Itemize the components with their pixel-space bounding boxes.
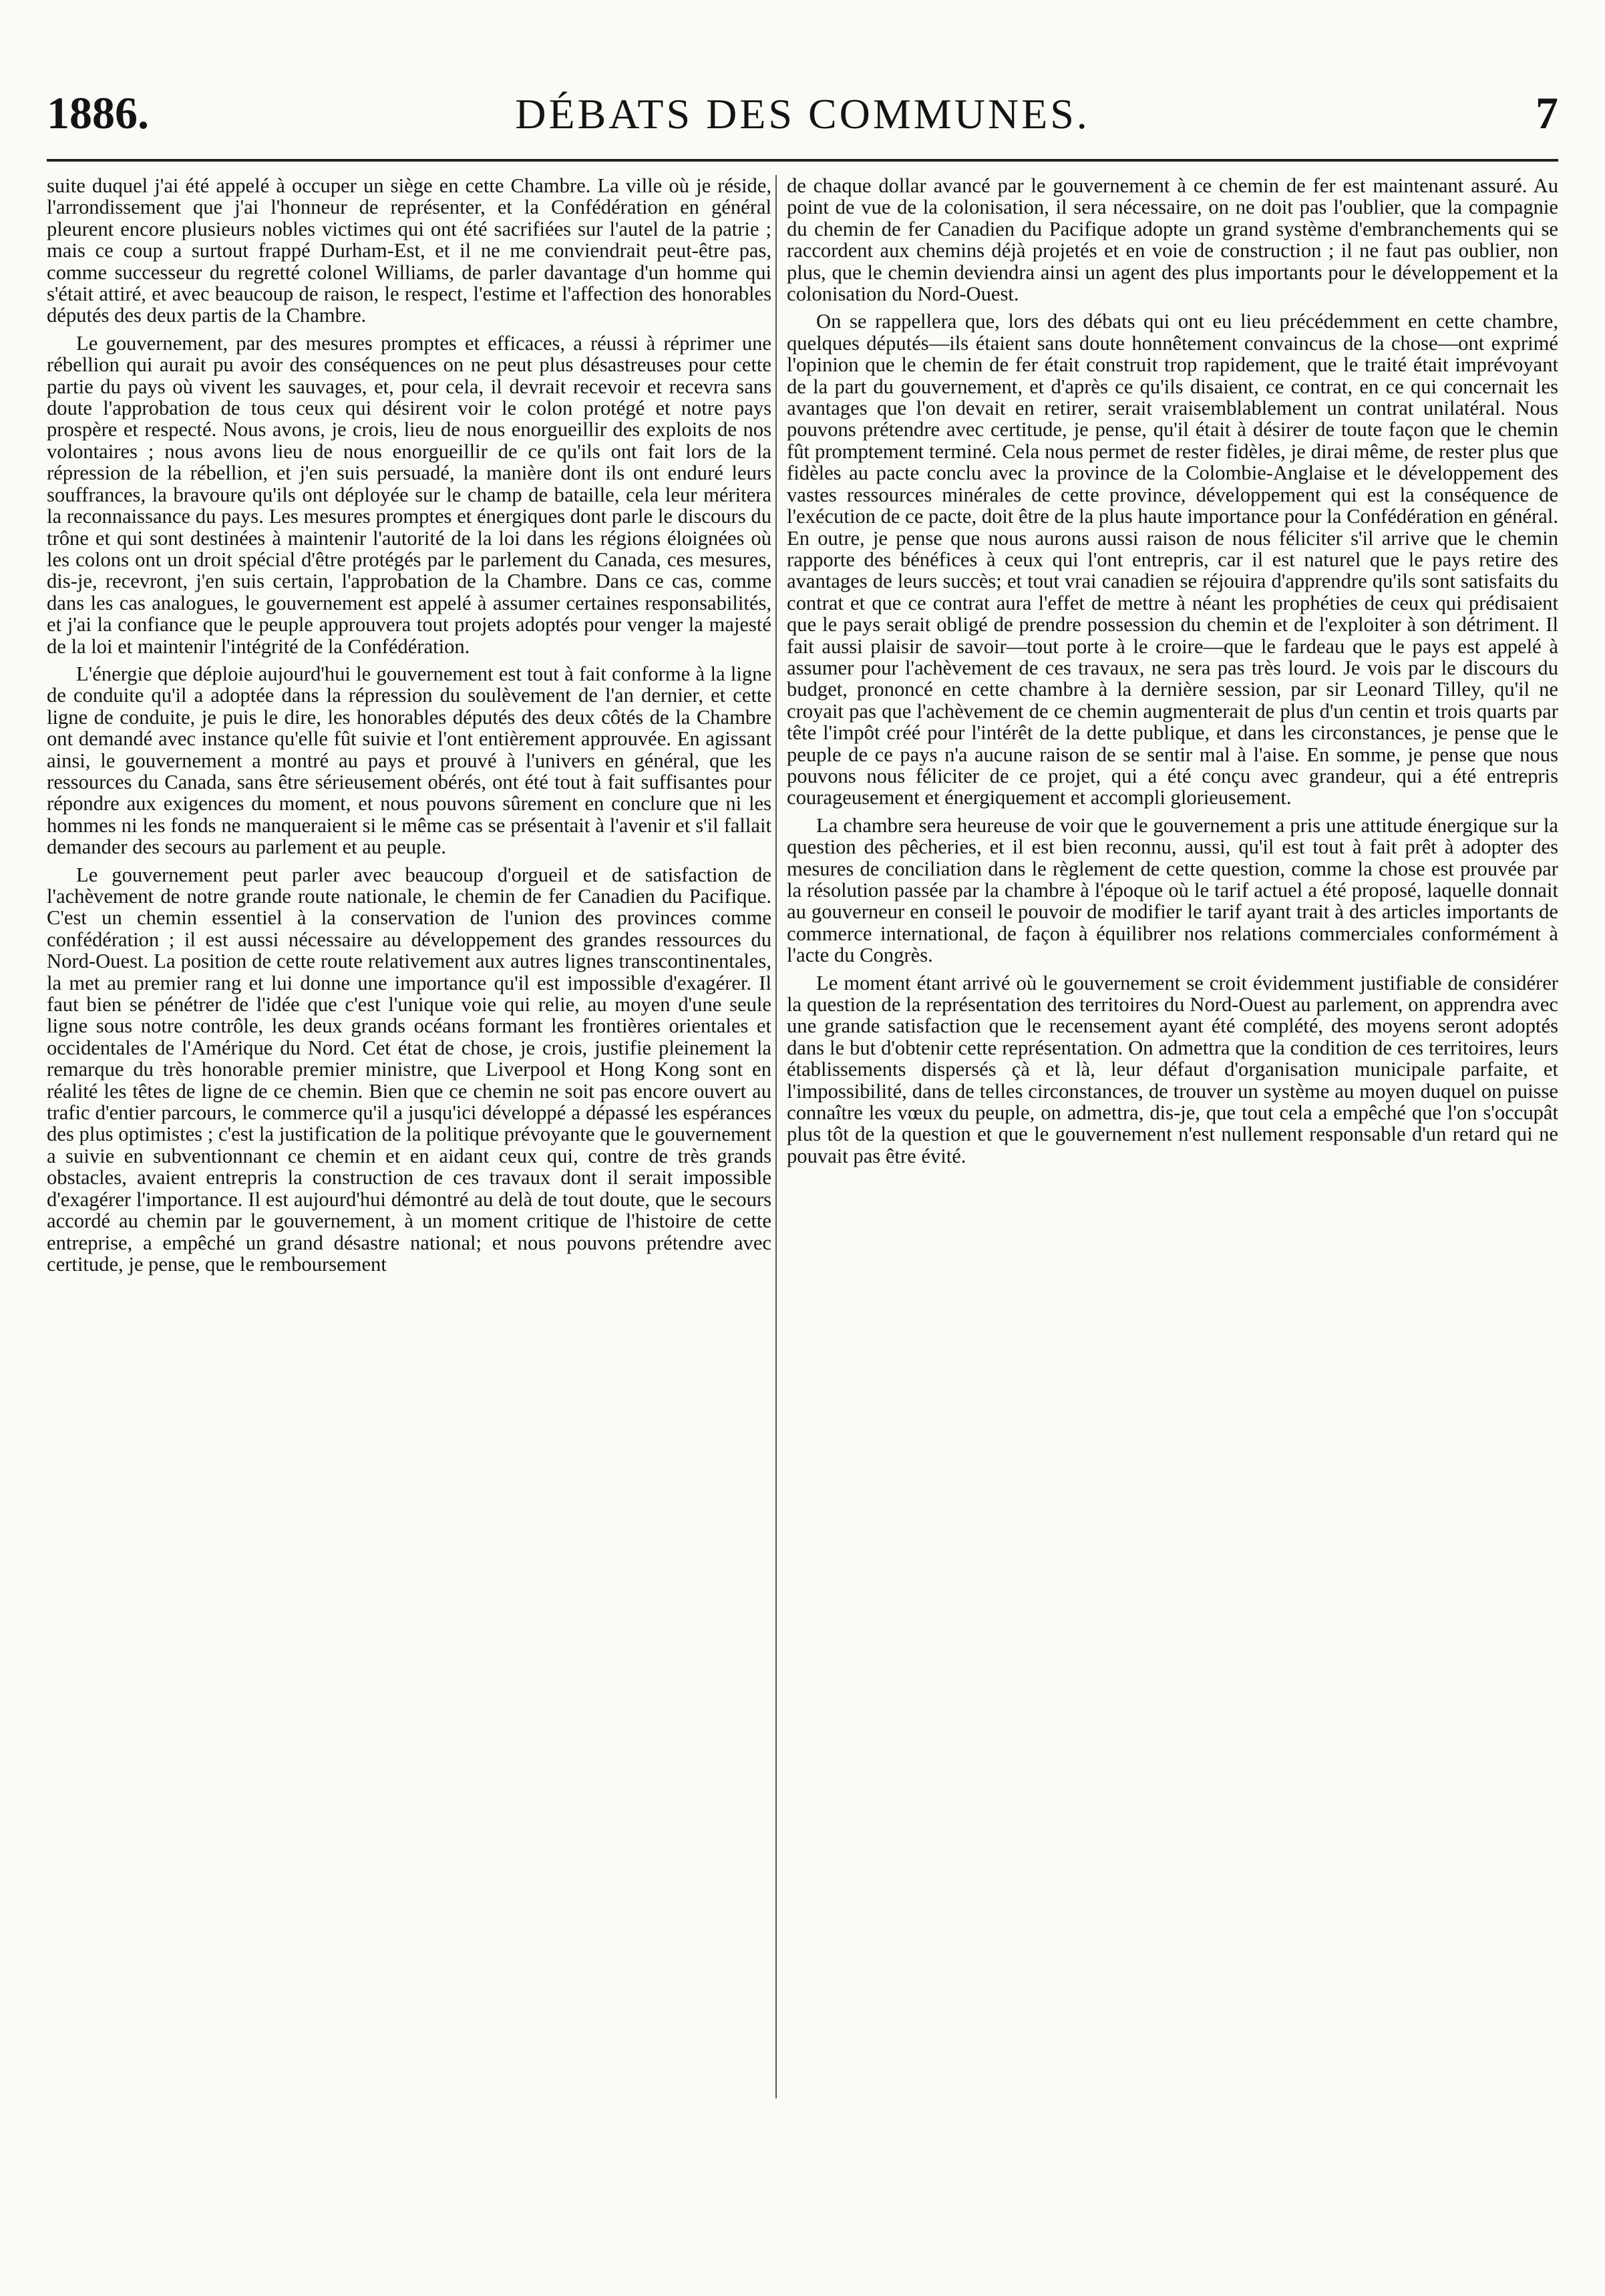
paragraph: Le moment étant arrivé où le gouvernement se croit évidemment justifiable de considérer la question de la représentation des territoires du Nord-Ouest au parlement, on apprendra avec une grande satisfaction que le recensement ayant été complété, des moyens seront adoptés dans le but d'obtenir cette représentation. On admettra que la condition de ces territoires, leurs établissements dispersés çà et là, leur défaut d'organisation municipale parfaite, et l'impossibilité, dans de telles circonstances, de trouver un système au moyen duquel on puisse connaître les vœux du peuple, on admettra, dis-je, que tout cela a empêché que l'on s'occupât plus tôt de la question et que le gouvernement n'est nullement responsable d'un retard qui ne pouvait pas être évité. (787, 971, 1558, 1167)
paragraph: Le gouvernement peut parler avec beaucoup d'orgueil et de satisfaction de l'achèvement de notre grande route nationale, le chemin de fer Canadien du Pacifique. C'est un chemin essentiel à la conservation de l'union des provinces comme confédération ; il est aussi nécessaire au développement des grandes ressources du Nord-Ouest. La position de cette route relativement aux autres lignes transcontinentales, la met au premier rang et lui donne une importance qu'il est impossible d'exagérer. Il faut bien se pénétrer de l'idée que c'est l'unique voie qui relie, au moyen d'une seule ligne sous notre contrôle, les deux grands océans formant les frontières orientales et occidentales de l'Amérique du Nord. Cet état de chose, je crois, justifie pleinement la remarque du très honorable premier ministre, que Liverpool et Hong Kong sont en réalité les têtes de ligne de ce chemin. Bien que ce chemin ne soit pas encore ouvert au trafic d'entier parcours, le commerce qu'il a jusqu'ici développé a dépassé les espérances des plus optimistes ; c'est la justification de la politique prévoyante que le gouvernement a suivie en subventionnant ce chemin et en aidant ceux qui, contre de très grands obstacles, avaient entrepris la construction de ces travaux dont il serait impossible d'exagérer l'importance. Il est aujourd'hui démontré au delà de tout doute, que le secours accordé au chemin par le gouvernement, à un moment critique de l'histoire de cette entreprise, a empêché un grand désastre national; et nous pouvons prétendre avec certitude, je pense, que le remboursement (47, 863, 771, 1276)
paragraph: On se rappellera que, lors des débats qui ont eu lieu précédemment en cette chambre, quelques députés—ils étaient sans doute honnêtement convaincus de la chose—ont exprimé l'opinion que le chemin de fer était construit trop rapidement, que le traité était imprévoyant de la part du gouvernement, et d'après ce qu'ils disaient, ce contrat, en ce qui concernait les avantages que l'on devait en retirer, serait vraisemblablement un contrat unilatéral. Nous pouvons prétendre avec certitude, je pense, qu'il était à désirer de toute façon que le chemin fût promptement terminé. Cela nous permet de rester fidèles, je dirai même, de rester plus que fidèles au pacte conclu avec la province de la Colombie-Anglaise et le développement des vastes ressources minérales de cette province, développement qui est la conséquence de l'exécution de ce pacte, doit être de la plus haute importance pour la Confédération en général. En outre, je pense que nous aurons aussi raison de nous féliciter s'il arrive que le chemin rapporte des bénéfices à ceux qui l'ont entrepris, car il est naturel que le pays retire des avantages de leurs succès; et tout vrai canadien se réjouira d'apprendre qu'ils sont satisfaits du contrat et que ce contrat aura l'effet de mettre à néant les prophéties de ceux qui prédisaient que le pays serait obligé de prendre possession du chemin et de l'exploiter à son détriment. Il fait aussi plaisir de savoir—tout porte à le croire—que le fardeau que le pays est appelé à assumer pour l'achèvement de ces travaux, ne sera pas très lourd. Je vois par le discours du budget, prononcé en cette chambre à la dernière session, par sir Leonard Tilley, qu'il ne croyait pas que l'achèvement de ce chemin augmenterait de plus d'un centin et trois quarts par tête l'impôt créé pour l'intérêt de la dette publique, et dans les circonstances, je pense que le peuple de ce pays n'a aucune raison de se sentir mal à l'aise. En somme, je pense que nous pouvons nous féliciter de ce projet, qui a été conçu avec grandeur, qui a été entrepris courageusement et énergiquement et accompli glorieusement. (787, 310, 1558, 809)
header-rule (47, 159, 1558, 162)
page-number: 7 (1536, 87, 1558, 138)
page-header (47, 75, 1558, 142)
paragraph: suite duquel j'ai été appelé à occuper un siège en cette Chambre. La ville où je réside, l'arrondissement que j'ai l'honneur de représenter, et la Confédération en général pleurent encore plusieurs nobles victimes qui ont été sacrifiées sur l'autel de la patrie ; mais ce coup a surtout frappé Durham-Est, et il ne me conviendrait peut-être pas, comme successeur du regretté colonel Williams, de parler davantage d'un homme qui s'était attiré, et avec beaucoup de raison, le respect, l'estime et l'affection des honorables députés des deux partis de la Chambre. (47, 174, 771, 327)
header-title: DÉBATS DES COMMUNES. (515, 90, 1090, 138)
left-column (47, 175, 771, 1281)
right-column (787, 175, 1558, 1173)
paragraph: La chambre sera heureuse de voir que le gouvernement a pris une attitude énergique sur la question des pêcheries, et il est bien reconnu, aussi, qu'il est tout à fait prêt à adopter des mesures de conciliation dans le règlement de cette question, comme la chose est prouvée par la résolution passée par la chambre à l'époque où le tarif actuel a été proposé, laquelle donnait au gouverneur en conseil le pouvoir de modifier le tarif ayant trait à des articles importants de commerce international, de façon à équilibrer nos relations commerciales conformément à l'acte du Congrès. (787, 813, 1558, 967)
paragraph: L'énergie que déploie aujourd'hui le gouvernement est tout à fait conforme à la ligne de conduite qu'il a adoptée dans la répression du soulèvement de l'an dernier, et cette ligne de conduite, je puis le dire, les honorables députés des deux côtés de la Chambre ont demandé avec instance qu'elle fût suivie et l'ont entièrement approuvée. En agissant ainsi, le gouvernement a montré au pays et prouvé à l'univers en général, que les ressources du Canada, sans être sérieusement obérés, ont été tout à fait suffisantes pour répondre aux exigences du moment, et nous pouvons sûrement en conclure que ni les hommes ni les fonds ne manqueraient si le même cas se présentait à l'avenir et s'il fallait demander des secours au parlement et au peuple. (47, 662, 771, 859)
paragraph: Le gouvernement, par des mesures promptes et efficaces, a réussi à réprimer une rébellion qui aurait pu avoir des conséquences on ne peut plus désastreuses pour cette partie du pays où vivent les sauvages, et, pour cela, il devrait recevoir et recevra sans doute l'approbation de tous ceux qui désirent voir le colon protégé et notre pays prospère et respecté. Nous avons, je crois, lieu de nous enorgueillir des exploits de nos volontaires ; nous avons lieu de nous enorgueillir de ce qu'ils ont fait lors de la répression de la rébellion, et j'en suis persuadé, la manière dont ils ont enduré leurs souffrances, la bravoure qu'ils ont déployée sur le champ de bataille, cela leur méritera la reconnaissance du pays. Les mesures promptes et énergiques dont parle le discours du trône et qui sont destinées à maintenir l'autorité de la loi dans les régions éloignées où les colons ont un droit spécial d'être protégés par le parlement du Canada, ces mesures, dis-je, recevront, j'en suis certain, l'approbation de la Chambre. Dans ce cas, comme dans les cas analogues, le gouvernement est appelé à assumer certaines responsabilités, et j'ai la confiance que le peuple approuvera tout projets adoptés pour venger la majesté de la loi et maintenir l'intégrité de la Confédération. (47, 331, 771, 658)
column-divider (775, 175, 777, 2098)
paragraph: de chaque dollar avancé par le gouvernement à ce chemin de fer est maintenant assuré. Au point de vue de la colonisation, il sera nécessaire, on ne doit pas l'oublier, que la compagnie du chemin de fer Canadien du Pacifique adopte un grand système d'embranchements qui se raccordent aux chemins déjà projetés et en voie de construction ; il ne faut pas oublier, non plus, que le chemin deviendra ainsi un agent des plus importants pour le développement et la colonisation du Nord-Ouest. (787, 174, 1558, 306)
header-year: 1886. (47, 87, 149, 138)
